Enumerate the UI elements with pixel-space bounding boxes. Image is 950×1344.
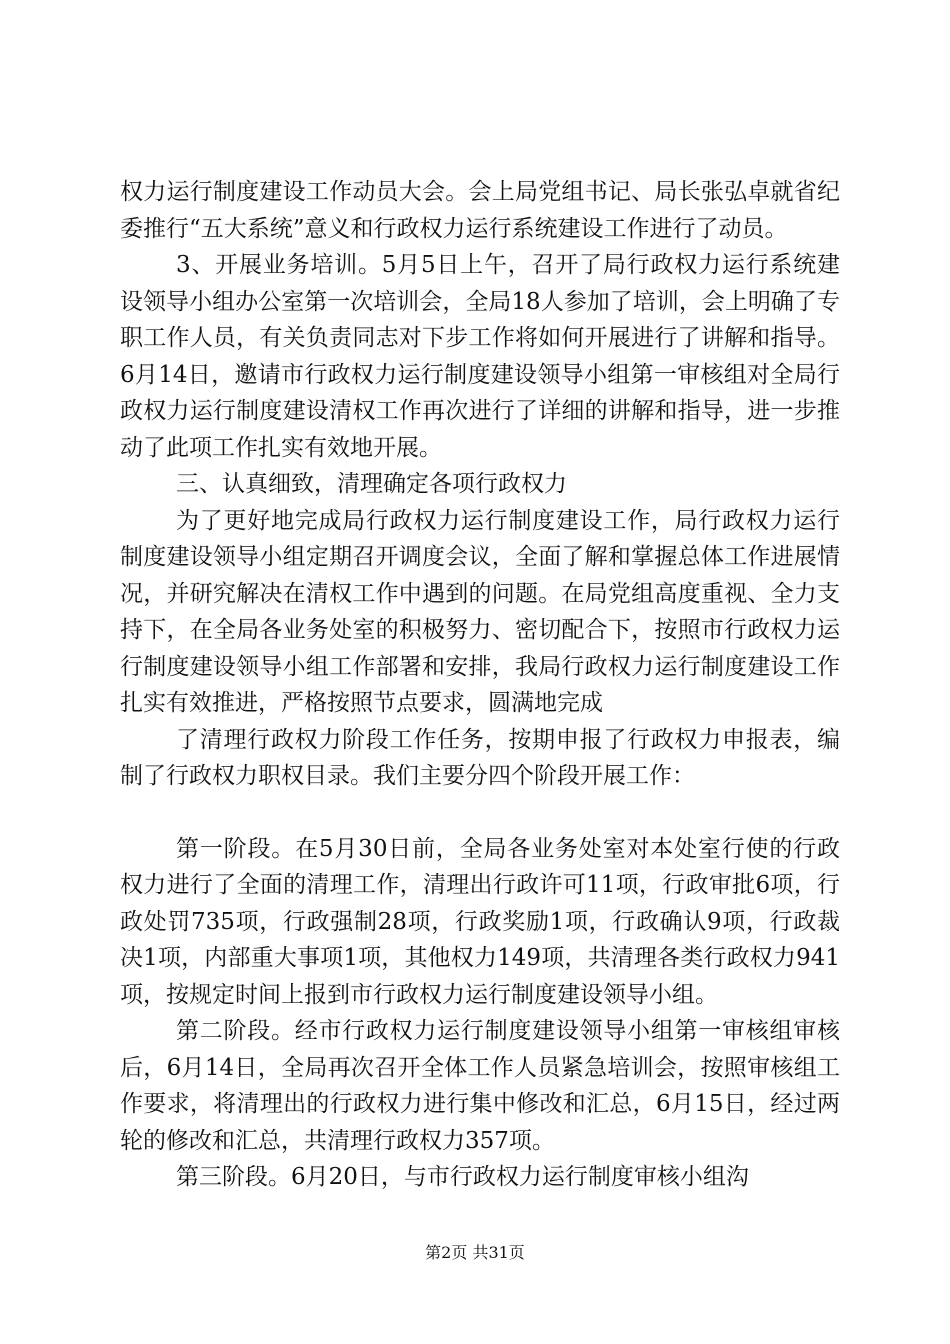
paragraph-work-progress: 为了更好地完成局行政权力运行制度建设工作，局行政权力运行制度建设领导小组定期召开调度会议，全面了解和掌握总体工作进展情况，并研究解决在清权工作中遇到的问题。在局党组高度重视、全力支持下，在全局各业务处室的积极努力、密切配合下，按照市行政权力运行制度建设领导小组工作部署和安排，我局行政权力运行制度建设工作扎实有效推进，严格按照节点要求，圆满地完成 (120, 507, 840, 716)
paragraph-four-stages-intro: 了清理行政权力阶段工作任务，按期申报了行政权力申报表，编制了行政权力职权目录。我们主要分四个阶段开展工作： (120, 726, 840, 789)
paragraph-gap (120, 795, 840, 831)
paragraph-stage-three: 第三阶段。6月20日，与市行政权力运行制度审核小组沟 (176, 1164, 749, 1190)
document-body (120, 174, 840, 1196)
paragraph-mobilization-meeting: 权力运行制度建设工作动员大会。会上局党组书记、局长张弘卓就省纪委推行“五大系统”意义和行政权力运行系统建设工作进行了动员。 (120, 179, 840, 242)
paragraph-business-training: 3、开展业务培训。5月5日上午，召开了局行政权力运行系统建设领导小组办公室第一次培训会，全局18人参加了培训，会上明确了专职工作人员，有关负责同志对下步工作将如何开展进行了讲解和指导。6月14日，邀请市行政权力运行制度建设领导小组第一审核组对全局行政权力运行制度建设清权工作再次进行了详细的讲解和指导，进一步推动了此项工作扎实有效地开展。 (120, 252, 840, 461)
paragraph-stage-one: 第一阶段。在5月30日前，全局各业务处室对本处室行使的行政权力进行了全面的清理工作，清理出行政许可11项，行政审批6项，行政处罚735项，行政强制28项，行政奖励1项，行政确认9项，行政裁决1项，内部重大事项1项，其他权力149项，共清理各类行政权力941项，按规定时间上报到市行政权力运行制度建设领导小组。 (120, 835, 840, 1008)
page-footer: 第2页 共31页 (425, 1243, 525, 1262)
section-heading-three: 三、认真细致，清理确定各项行政权力 (176, 471, 567, 497)
paragraph-stage-two: 第二阶段。经市行政权力运行制度建设领导小组第一审核组审核后，6月14日，全局再次召开全体工作人员紧急培训会，按照审核组工作要求，将清理出的行政权力进行集中修改和汇总，6月15日，经过两轮的修改和汇总，共清理行政权力357项。 (120, 1018, 840, 1154)
